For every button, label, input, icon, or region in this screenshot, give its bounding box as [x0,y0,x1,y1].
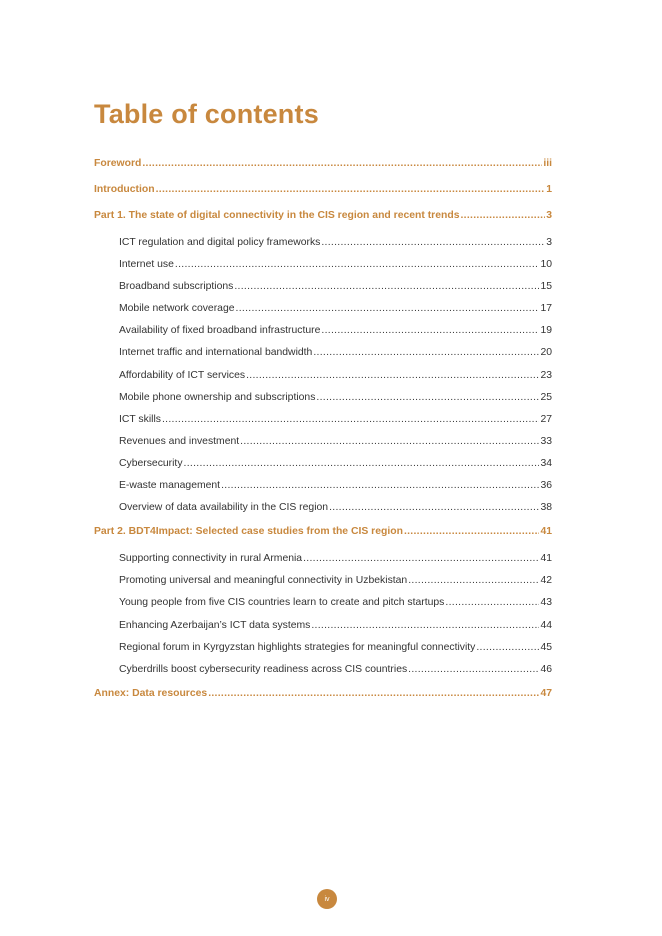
toc-entry-label: Cybersecurity [119,457,183,469]
toc-entry-label: Part 1. The state of digital connectivity in the CIS region and recent trends [94,210,460,221]
dot-leader [303,552,539,566]
toc-entry-label: Mobile phone ownership and subscriptions [119,391,316,403]
toc-subentry[interactable] [94,641,552,663]
toc-entry-label: Young people from five CIS countries learn to create and pitch startups [119,597,445,609]
dot-leader [175,258,540,272]
dot-leader [246,369,539,383]
toc-entry-page: 3 [546,210,552,221]
dot-leader [234,280,539,294]
toc-entry-label: Introduction [94,184,155,195]
toc-entry-label: Foreword [94,158,142,169]
toc-entry-label: Cyberdrills boost cybersecurity readiness across CIS countries [119,663,408,675]
toc-entry-page: 23 [540,369,552,381]
toc-entry-label: Regional forum in Kyrgyzstan highlights strategies for meaningful connectivity [119,641,476,653]
toc-entry-page: 33 [540,435,552,447]
dot-leader [476,641,539,655]
toc-entry-page: 20 [540,347,552,359]
toc-entry-page: 27 [540,413,552,425]
toc-subentry[interactable] [94,552,552,574]
toc-entry-page: 3 [546,237,552,248]
toc-entry-label: Promoting universal and meaningful connectivity in Uzbekistan [119,575,408,587]
toc-entry-page: 47 [540,687,552,699]
toc-entry-annex[interactable] [94,687,552,713]
toc-subentry[interactable] [94,574,552,596]
toc-entry-page: 1 [546,184,552,195]
toc-entry-label: Supporting connectivity in rural Armenia [119,553,303,565]
toc-subentry[interactable] [94,435,552,457]
toc-entry-page: 38 [540,502,552,514]
dot-leader [221,479,539,493]
toc-entry-label: Mobile network coverage [119,303,235,315]
toc-entry-label: Annex: Data resources [94,687,208,699]
toc-entry-page: 41 [540,553,552,565]
table-of-contents [94,157,552,713]
toc-entry-label: Internet traffic and international bandwidth [119,347,313,359]
toc-entry-label: ICT regulation and digital policy frameworks [119,237,321,248]
toc-subentry[interactable] [94,619,552,641]
toc-entry-page: 44 [540,619,552,631]
dot-leader [321,236,545,250]
part1-subentries [94,236,552,523]
toc-entry-introduction[interactable] [94,183,552,209]
toc-entry-page: 42 [540,575,552,587]
toc-subentry[interactable] [94,479,552,501]
toc-subentry[interactable] [94,596,552,618]
toc-entry-page: 19 [540,325,552,337]
toc-entry-page: iii [543,158,552,169]
toc-entry-page: 10 [540,259,552,271]
dot-leader [408,574,539,588]
dot-leader [313,346,539,360]
toc-entry-label: Enhancing Azerbaijan’s ICT data systems [119,619,311,631]
toc-entry-label: Overview of data availability in the CIS region [119,502,329,514]
toc-entry-label: Availability of fixed broadband infrastructure [119,325,321,337]
toc-entry-page: 45 [540,641,552,653]
toc-subentry[interactable] [94,413,552,435]
toc-subentry[interactable] [94,346,552,368]
toc-entry-label: Broadband subscriptions [119,281,234,293]
page-number-badge: iv [317,889,337,909]
toc-entry-page: 25 [540,391,552,403]
dot-leader [240,435,539,449]
dot-leader [156,183,546,197]
dot-leader [321,324,539,338]
toc-subentry[interactable] [94,236,552,258]
dot-leader [329,501,539,515]
toc-entry-part2[interactable] [94,525,552,552]
toc-entry-label: Revenues and investment [119,435,240,447]
toc-subentry[interactable] [94,280,552,302]
page-title: Table of contents [94,99,319,129]
toc-entry-label: E-waste management [119,480,221,492]
dot-leader [445,596,539,610]
dot-leader [208,687,539,701]
toc-entry-part1[interactable] [94,209,552,236]
toc-entry-page: 17 [540,303,552,315]
toc-entry-label: Internet use [119,259,174,271]
dot-leader [311,619,539,633]
dot-leader [316,391,539,405]
dot-leader [408,663,539,677]
toc-entry-page: 15 [540,281,552,293]
toc-entry-label: Affordability of ICT services [119,369,246,381]
dot-leader [142,157,542,171]
toc-subentry[interactable] [94,369,552,391]
toc-entry-page: 43 [540,597,552,609]
part2-subentries [94,552,552,685]
toc-entry-page: 41 [540,526,552,538]
dot-leader [460,209,545,223]
dot-leader [236,302,540,316]
toc-subentry[interactable] [94,457,552,479]
toc-entry-foreword[interactable] [94,157,552,183]
dot-leader [404,525,540,539]
toc-subentry[interactable] [94,663,552,685]
dot-leader [162,413,539,427]
toc-entry-page: 34 [540,457,552,469]
toc-subentry[interactable] [94,302,552,324]
toc-entry-page: 46 [540,663,552,675]
toc-entry-label: Part 2. BDT4Impact: Selected case studies from the CIS region [94,526,403,538]
toc-entry-label: ICT skills [119,413,161,425]
toc-subentry[interactable] [94,391,552,413]
toc-subentry[interactable] [94,324,552,346]
dot-leader [184,457,540,471]
toc-entry-page: 36 [540,480,552,492]
toc-subentry[interactable] [94,501,552,523]
toc-subentry[interactable] [94,258,552,280]
